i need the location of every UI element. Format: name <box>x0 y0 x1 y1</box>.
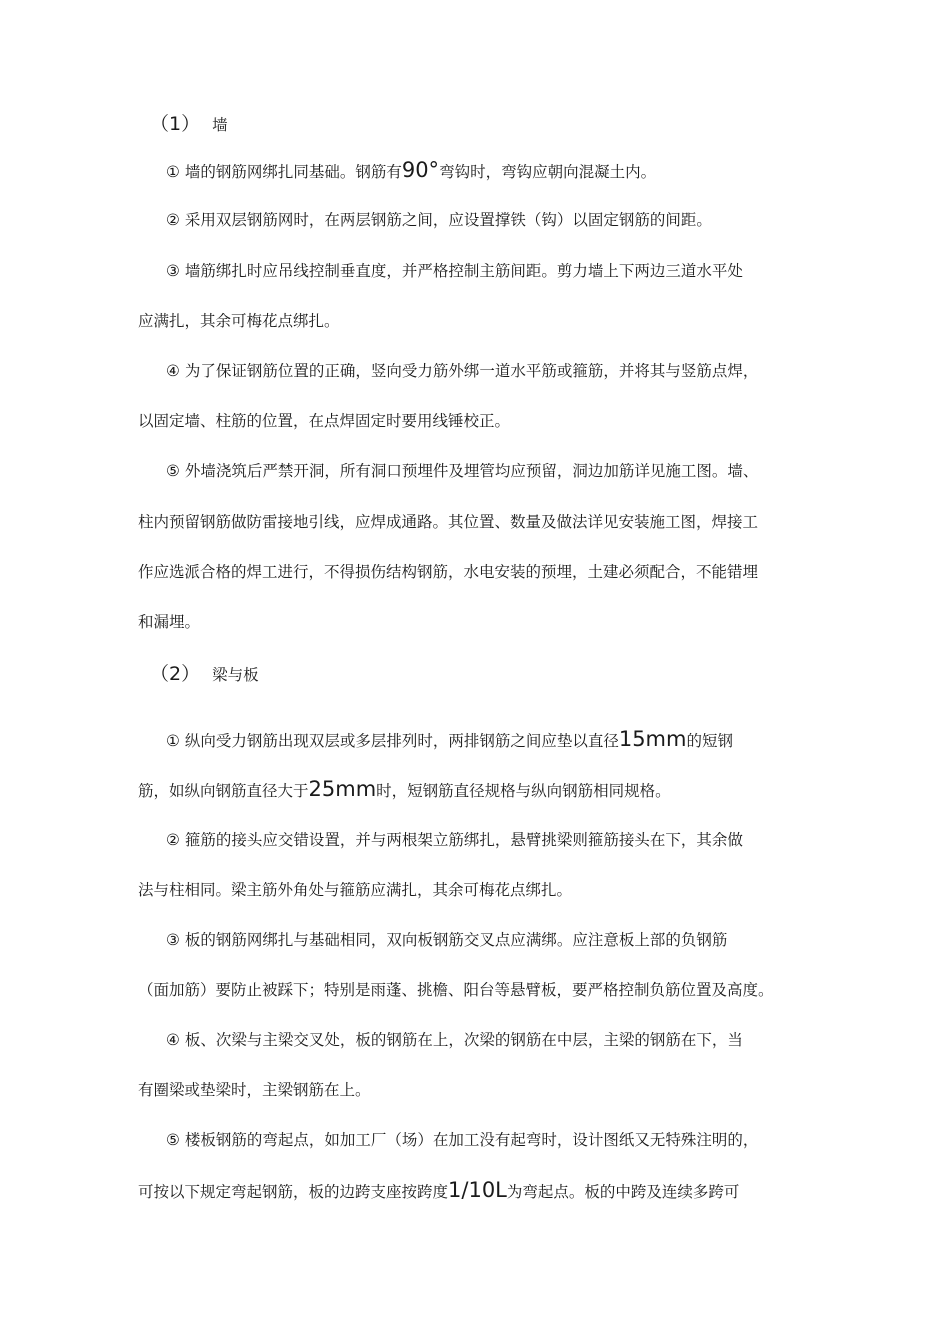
paragraph-line: ③ 板的钢筋网绑扎与基础相同，双向板钢筋交叉点应满绑。应注意板上部的负钢筋 <box>166 931 728 949</box>
text-run: 时，短钢筋直径规格与纵向钢筋相同规格。 <box>376 782 671 800</box>
section-number: （2） <box>150 663 201 685</box>
paragraph-line <box>166 727 856 753</box>
text-run: ① 墙的钢筋网绑扎同基础。钢筋有 <box>166 163 402 181</box>
section-2-heading <box>150 662 840 687</box>
paragraph-line <box>138 1178 828 1204</box>
text-run: 的短钢 <box>686 732 733 750</box>
paragraph-line: ⑤ 外墙浇筑后严禁开洞，所有洞口预埋件及埋管均应预留，洞边加筋详见施工图。墙、 <box>166 462 759 480</box>
text-run: 1/10L <box>448 1178 507 1202</box>
text-run: 可按以下规定弯起钢筋，板的边跨支座按跨度 <box>138 1183 449 1201</box>
text-run: ① 纵向受力钢筋出现双层或多层排列时，两排钢筋之间应垫以直径 <box>166 732 619 750</box>
paragraph-line: ③ 墙筋绑扎时应吊线控制垂直度，并严格控制主筋间距。剪力墙上下两边三道水平处 <box>166 262 743 280</box>
paragraph-line <box>166 158 856 184</box>
paragraph-line: ② 采用双层钢筋网时，在两层钢筋之间，应设置撑铁（钩）以固定钢筋的间距。 <box>166 211 712 229</box>
paragraph-line: 有圈梁或垫梁时，主梁钢筋在上。 <box>138 1081 371 1099</box>
paragraph-line: 法与柱相同。梁主筋外角处与箍筋应满扎，其余可梅花点绑扎。 <box>138 881 573 899</box>
text-run: 25mm <box>308 777 377 801</box>
paragraph-line: ② 箍筋的接头应交错设置，并与两根架立筋绑扎，悬臂挑梁则箍筋接头在下，其余做 <box>166 831 743 849</box>
paragraph-line: 应满扎，其余可梅花点绑扎。 <box>138 312 340 330</box>
section-title: 梁与板 <box>212 666 259 684</box>
section-1-heading <box>150 112 840 137</box>
paragraph-line: 和漏埋。 <box>138 613 201 631</box>
section-number: （1） <box>150 113 201 135</box>
text-run: 筋，如纵向钢筋直径大于 <box>138 782 309 800</box>
text-run: 90° <box>401 158 440 182</box>
text-run: 弯钩时，弯钩应朝向混凝土内。 <box>439 163 657 181</box>
paragraph-line: 作应选派合格的焊工进行，不得损伤结构钢筋，水电安装的预埋，土建必须配合，不能错埋 <box>138 563 759 581</box>
paragraph-line: 柱内预留钢筋做防雷接地引线，应焊成通路。其位置、数量及做法详见安装施工图，焊接工 <box>138 513 759 531</box>
paragraph-line: ⑤ 楼板钢筋的弯起点，如加工厂（场）在加工没有起弯时，设计图纸又无特殊注明的， <box>166 1131 759 1149</box>
paragraph-line: ④ 板、次梁与主梁交叉处，板的钢筋在上，次梁的钢筋在中层，主梁的钢筋在下，当 <box>166 1031 743 1049</box>
paragraph-line <box>138 777 828 803</box>
section-title: 墙 <box>212 116 228 134</box>
paragraph-line: （面加筋）要防止被踩下；特别是雨蓬、挑檐、阳台等悬臂板，要严格控制负筋位置及高度。 <box>138 981 774 999</box>
paragraph-line: 以固定墙、柱筋的位置，在点焊固定时要用线锤校正。 <box>138 412 511 430</box>
text-run: 为弯起点。板的中跨及连续多跨可 <box>506 1183 740 1201</box>
text-run: 15mm <box>618 727 687 751</box>
paragraph-line: ④ 为了保证钢筋位置的正确，竖向受力筋外绑一道水平筋或箍筋，并将其与竖筋点焊， <box>166 362 759 380</box>
